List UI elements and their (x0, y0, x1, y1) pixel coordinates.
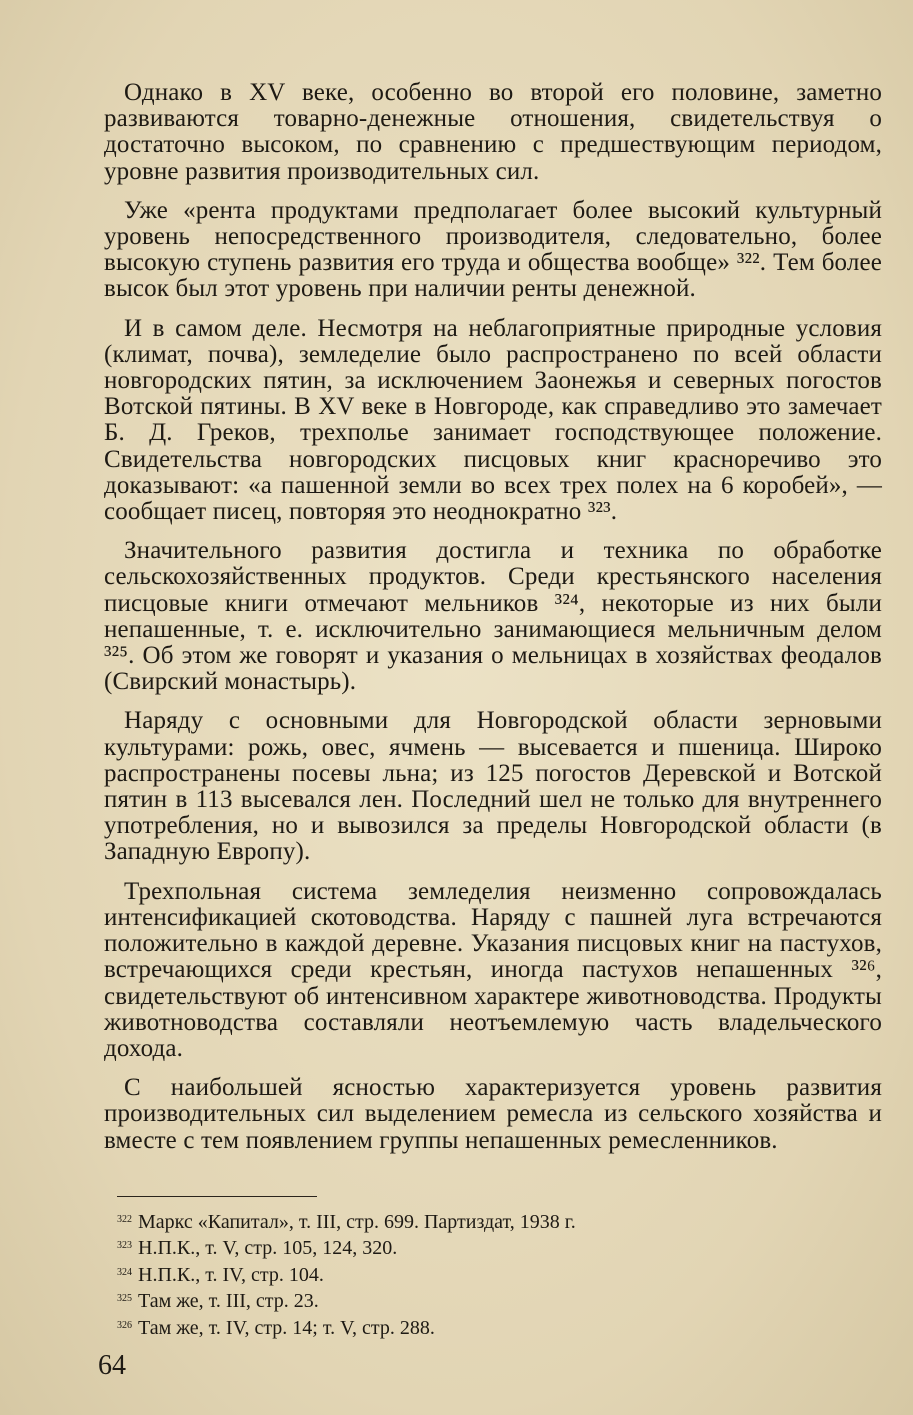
footnote (117, 1234, 777, 1260)
footnote-text: Н.П.К., т. V, стр. 105, 124, 320. (138, 1237, 398, 1260)
paragraph: Трехпольная система земледелия неизменно сопровождалась интенсификацией скотоводства. Наряду с пашней луга встречаются положительно в каждой деревне. Указания писцовых книг на пастухов, встречающихся среди крестьян, иногда пастухов непашенных ³²⁶, свидетельствуют об интенсивном характере животноводства. Продукты животноводства составляли неотъемлемую часть владельческого дохода. (104, 877, 882, 1062)
footnote (117, 1287, 777, 1313)
paragraph: С наибольшей ясностью характеризуется уровень развития производительных сил выделением ремесла из сельского хозяйства и вместе с тем появлением группы непашенных ремесленников. (104, 1074, 882, 1154)
footnote-text: Там же, т. III, стр. 23. (138, 1290, 319, 1313)
footnote-text: Маркс «Капитал», т. III, стр. 699. Партиздат, 1938 г. (138, 1211, 576, 1233)
footnote-divider (117, 1196, 317, 1197)
paragraph: Уже «рента продуктами предполагает более высокий культурный уровень непосредственного производителя, следовательно, более высокую ступень развития его труда и общества вообще» ³²². Тем более высок был этот уровень при наличии ренты денежной. (104, 196, 882, 303)
footnote-number: 325 (117, 1293, 132, 1305)
body-text (104, 80, 882, 1167)
footnote-text: Н.П.К., т. IV, стр. 104. (138, 1263, 324, 1286)
footnote (117, 1314, 777, 1340)
footnotes (117, 1208, 777, 1340)
footnote (117, 1208, 777, 1234)
paragraph: И в самом деле. Несмотря на неблагоприятные природные условия (климат, почва), земледелие было распространено по всей области новгородских пятин, за исключением Заонежья и северных погостов Вотской пятины. В XV веке в Новгороде, как справедливо это замечает Б. Д. Греков, трехполье занимает господствующее положение. Свидетельства новгородских писцовых книг красноречиво это доказывают: «а пашенной земли во всех трех полех на 6 коробей», — сообщает писец, повторяя это неоднократно ³²³. (104, 314, 882, 526)
paragraph: Однако в XV веке, особенно во второй его половине, заметно развиваются товарно-денежные отношения, свидетельствуя о достаточно высоком, по сравнению с предшествующим периодом, уровне развития производительных сил. (104, 79, 882, 185)
footnote (117, 1261, 777, 1287)
paragraph: Значительного развития достигла и техника по обработке сельскохозяйственных продуктов. Среди крестьянского населения писцовые книги отмечают мельников ³²⁴, некоторые из них были непашенные, т. е. исключительно занимающиеся мельничным делом ³²⁵. Об этом же говорят и указания о мельницах в хозяйствах феодалов (Свирский монастырь). (104, 537, 882, 696)
footnote-number: 324 (117, 1266, 132, 1278)
footnote-text: Там же, т. IV, стр. 14; т. V, стр. 288. (138, 1316, 435, 1339)
footnote-number: 322 (117, 1214, 132, 1225)
footnote-number: 326 (117, 1319, 132, 1331)
paragraph: Наряду с основными для Новгородской области зерновыми культурами: рожь, овес, ячмень — высевается и пшеница. Широко распространены посевы льна; из 125 погостов Деревской и Вотской пятин в 113 высевался лен. Последний шел не только для внутреннего употребления, но и вывозился за пределы Новгородской области (в Западную Европу). (104, 707, 882, 866)
page-number: 64 (98, 1350, 126, 1381)
footnote-number: 323 (117, 1240, 132, 1252)
